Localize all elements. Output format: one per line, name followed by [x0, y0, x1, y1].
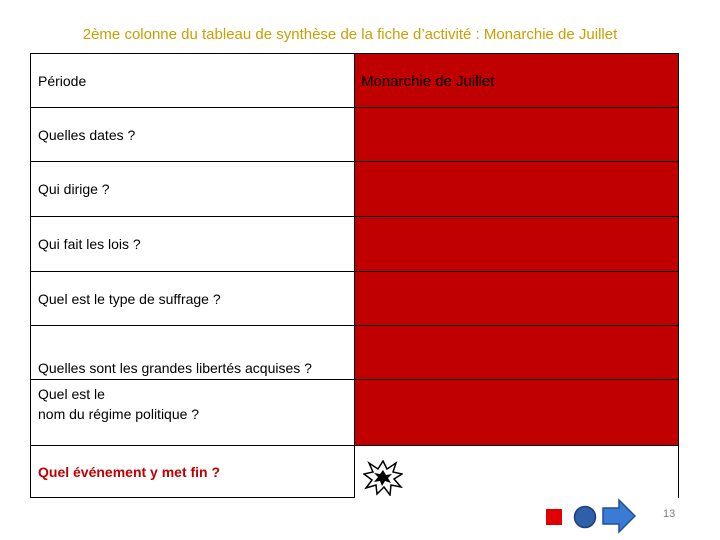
row-value-libertes [355, 326, 678, 379]
next-arrow-icon[interactable] [601, 498, 637, 534]
slide-title: 2ème colonne du tableau de synthèse de la fiche d’activité : Monarchie de Juillet [82, 26, 618, 43]
row-label-suffrage: Quel est le type de suffrage ? [31, 272, 355, 325]
row-value-suffrage [355, 272, 678, 325]
row-label-dirige: Qui dirige ? [31, 162, 355, 216]
table-row [31, 217, 678, 272]
table-row [31, 162, 678, 217]
row-value-lois [355, 217, 678, 271]
row-label-dates: Quelles dates ? [31, 108, 355, 161]
row-value-regime [355, 380, 678, 445]
table-row [31, 446, 678, 498]
table-row [31, 54, 678, 108]
page-number: 13 [663, 508, 676, 520]
table-row [31, 108, 678, 162]
stop-square-icon[interactable] [546, 509, 562, 525]
row-label-libertes: Quelles sont les grandes libertés acquises ? [31, 326, 355, 379]
row-value-dirige [355, 162, 678, 216]
row-label-regime-line1: Quel est le [38, 386, 105, 402]
row-value-fin [355, 446, 678, 498]
row-value-dates [355, 108, 678, 161]
row-label-regime-line2: nom du régime politique ? [38, 406, 200, 422]
row-label-periode: Période [31, 54, 355, 107]
explosion-icon[interactable] [363, 460, 403, 496]
table-row [31, 326, 678, 380]
circle-icon[interactable] [573, 505, 597, 529]
row-label-lois: Qui fait les lois ? [31, 217, 355, 271]
row-label-fin: Quel événement y met fin ? [31, 446, 355, 498]
synthesis-table [30, 53, 679, 498]
row-value-periode: Monarchie de Juillet [355, 54, 678, 107]
table-row [31, 272, 678, 326]
row-label-regime [31, 380, 355, 445]
table-row [31, 380, 678, 446]
